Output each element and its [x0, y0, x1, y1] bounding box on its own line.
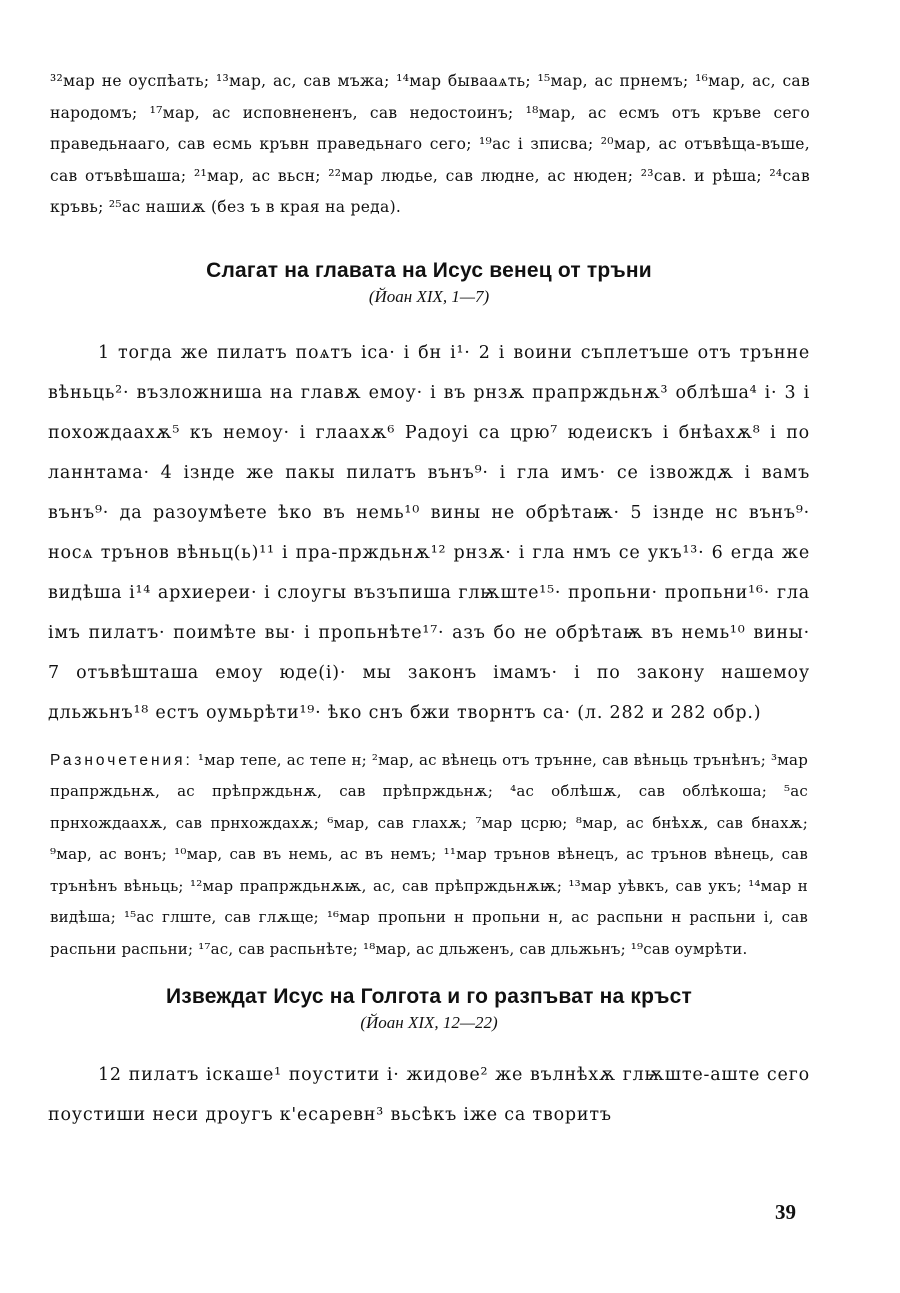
section-1-variants: [48, 745, 810, 966]
section-2-text: 12 пилатъ іскаше¹ поустити і· жидове² же вълнѣхѫ глѭште-аште сего поустиши неси дроугъ к'есаревн³ вьсѣкъ іже са творитъ: [48, 1065, 810, 1125]
top-variant-readings: ³²мар не оуспѣать; ¹³мар, ас, сав мъжа; ¹⁴мар бывааѧть; ¹⁵мар, ас прнемъ; ¹⁶мар, ас, сав народомъ; ¹⁷мар, ас исповнененъ, сав недостоинъ; ¹⁸мар, ас есмъ отъ кръве сего праведьнааго, сав есмь кръвн праведьнаго сего; ¹⁹ас і зписва; ²⁰мар, ас отъвѣща-въше, сав отъвѣшаша; ²¹мар, ас вьсн; ²²мар людье, сав людне, ас нюден; ²³сав. и рѣша; ²⁴сав кръвь; ²⁵ас нашиѫ (без ъ в края на реда).: [50, 72, 810, 216]
page-content: [48, 66, 810, 1135]
section-1-reference: (Йоан XIX, 1—7): [368, 286, 490, 306]
page-number: 39: [775, 1200, 796, 1224]
section-1-text: 1 тогда же пилатъ поѧтъ іса· і бн і¹· 2 і воини съплетъше отъ трънне вѣньць²· възложниша на главѫ емоу· і въ рнзѫ прапрждьнѫ³ облѣша⁴ і· 3 і похождаахѫ⁵ къ немоу· і глаахѫ⁶ Радоуі са црю⁷ юдеискъ і бнѣахѫ⁸ і по ланнтама· 4 ізнде же пакы пилатъ вънъ⁹· і гла имъ· се ізвождѫ і вамъ вънъ⁹· да разоумѣете ѣко въ немь¹⁰ вины не обрѣтаѭ· 5 ізнде нс вънъ⁹· носѧ трънов вѣньц(ь)¹¹ і пра-прждьнѫ¹² рнзѫ· і гла нмъ се укъ¹³· 6 егда же видѣша і¹⁴ архиереи· і слоугы възъпиша глѭште¹⁵· пропьни· пропьни¹⁶· гла імъ пилатъ· поимѣте вы· і пропьнѣте¹⁷· азъ бо не обрѣтаѭ въ немь¹⁰ вины· 7 отъвѣшташа емоу юде(і)· мы законъ імамъ· і по закону нашемоу дльжьнъ¹⁸ естъ оумьрѣти¹⁹· ѣко снъ бжи творнтъ са· (л. 282 и 282 обр.): [48, 342, 810, 723]
variants-text: ¹мар тепе, ас тепе н; ²мар, ас вѣнець отъ трънне, сав вѣньць трънѣнъ; ³мар прапрждьнѫ, ас прѣпрждьнѫ, сав прѣпрждьнѫ; ⁴ас облѣшѫ, сав облѣкоша; ⁵ас прнхождаахѫ, сав прнхождахѫ; ⁶мар, сав глахѫ; ⁷мар цсрю; ⁸мар, ас бнѣхѫ, сав бнахѫ; ⁹мар, ас вонъ; ¹⁰мар, сав въ немь, ас въ немъ; ¹¹мар трънов вѣнецъ, ас трънов вѣнець, сав трънѣнъ вѣньць; ¹²мар прапрждьнѫѭ, ас, сав прѣпрждьнѫѭ; ¹³мар уѣвкъ, сав укъ; ¹⁴мар н видѣша; ¹⁵ас глште, сав глѫще; ¹⁶мар пропьни н пропьни н, ас распьни н распьни і, сав распьни распьни; ¹⁷ас, сав распьнѣте; ¹⁸мар, ас дльженъ, сав дльжьнъ; ¹⁹сав оумрѣти.: [50, 750, 808, 958]
section-1-title: Слагат на главата на Исус венец от тръни: [206, 258, 652, 282]
section-2-title: Извеждат Исус на Голгота и го разпъват на кръст: [165, 985, 692, 1008]
variants-label: Разночетения:: [50, 751, 193, 769]
section-2-reference: (Йоан XIX, 12—22): [360, 1013, 498, 1032]
